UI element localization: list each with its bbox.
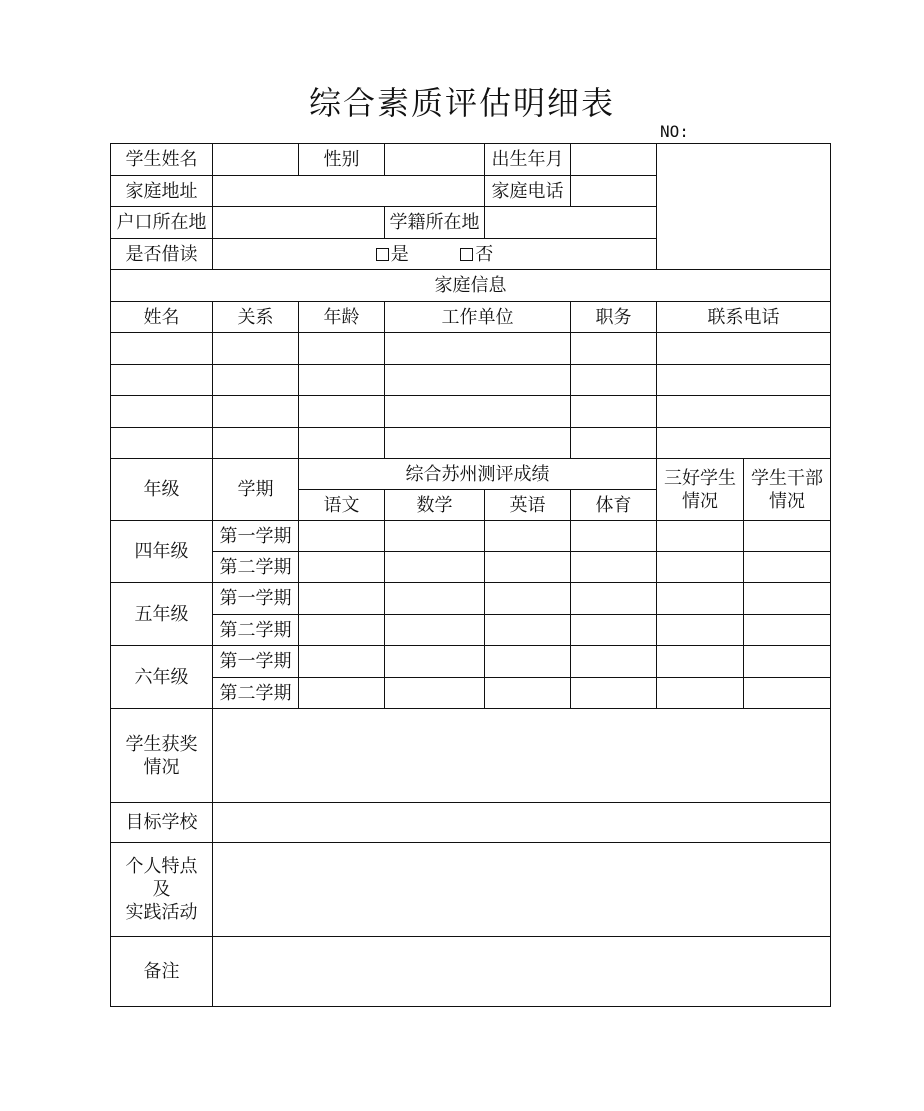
score-cell[interactable]: [299, 521, 385, 552]
home-phone-label: 家庭电话: [485, 176, 571, 207]
score-cell[interactable]: [485, 646, 571, 678]
hukou-field[interactable]: [213, 207, 385, 239]
basic-row-1: [111, 144, 831, 176]
score-cell[interactable]: [744, 646, 831, 678]
traits-label-line2: 及: [152, 879, 171, 900]
good-student-header: [657, 459, 744, 521]
awards-field[interactable]: [213, 709, 831, 803]
family-cell[interactable]: [111, 365, 213, 396]
traits-label: [111, 843, 213, 937]
score-cell[interactable]: [485, 552, 571, 583]
page-title: 综合素质评估明细表: [308, 84, 615, 122]
family-header-age: 年龄: [299, 302, 385, 333]
family-cell[interactable]: [299, 333, 385, 365]
photo-box: [657, 144, 831, 270]
term-label: 第一学期: [213, 583, 299, 615]
good-student-header-line2: 情况: [682, 490, 718, 512]
score-cell[interactable]: [385, 615, 485, 646]
target-school-field[interactable]: [213, 803, 831, 843]
family-section-title: 家庭信息: [111, 270, 831, 302]
borrow-no-option[interactable]: [460, 243, 493, 266]
student-name-field[interactable]: [213, 144, 299, 176]
family-row: [111, 428, 831, 459]
term-label: 第二学期: [213, 678, 299, 709]
score-cell[interactable]: [299, 615, 385, 646]
family-row: [111, 365, 831, 396]
home-address-label: 家庭地址: [111, 176, 213, 207]
term-label: 第二学期: [213, 615, 299, 646]
awards-row: [111, 709, 831, 803]
score-cell[interactable]: [385, 521, 485, 552]
score-cell[interactable]: [657, 521, 744, 552]
family-cell[interactable]: [657, 396, 831, 428]
score-cell[interactable]: [571, 552, 657, 583]
score-row: [111, 678, 831, 709]
awards-label: [111, 709, 213, 803]
term-header: 学期: [213, 459, 299, 521]
birth-date-label: 出生年月: [485, 144, 571, 176]
checkbox-icon: [460, 248, 473, 261]
target-school-label: 目标学校: [111, 803, 213, 843]
score-row: [111, 521, 831, 552]
score-cell[interactable]: [744, 552, 831, 583]
student-cadre-header-line2: 情况: [769, 490, 805, 512]
family-cell[interactable]: [213, 396, 299, 428]
family-cell[interactable]: [299, 396, 385, 428]
grade-label: 四年级: [111, 521, 213, 583]
family-cell[interactable]: [571, 333, 657, 365]
family-cell[interactable]: [385, 365, 571, 396]
home-phone-field[interactable]: [571, 176, 657, 207]
target-school-row: [111, 803, 831, 843]
score-cell[interactable]: [485, 583, 571, 615]
awards-label-line1: 学生获奖: [125, 733, 198, 755]
score-row: [111, 615, 831, 646]
score-cell[interactable]: [571, 646, 657, 678]
gender-label: 性别: [299, 144, 385, 176]
home-address-field[interactable]: [213, 176, 485, 207]
scores-group-header: 综合苏州测评成绩: [299, 459, 657, 490]
family-row: [111, 333, 831, 365]
subject-chinese-header: 语文: [299, 490, 385, 521]
family-cell[interactable]: [213, 365, 299, 396]
score-cell[interactable]: [571, 615, 657, 646]
family-section-row: [111, 270, 831, 302]
borrow-study-options: [213, 239, 657, 270]
family-cell[interactable]: [111, 428, 213, 459]
family-cell[interactable]: [111, 333, 213, 365]
score-cell[interactable]: [571, 583, 657, 615]
family-cell[interactable]: [213, 333, 299, 365]
grade-label: 六年级: [111, 646, 213, 709]
score-cell[interactable]: [485, 678, 571, 709]
student-cadre-header-line1: 学生干部: [751, 467, 823, 489]
gender-field[interactable]: [385, 144, 485, 176]
score-cell[interactable]: [657, 615, 744, 646]
family-header-phone: 联系电话: [657, 302, 831, 333]
score-cell[interactable]: [744, 583, 831, 615]
term-label: 第一学期: [213, 521, 299, 552]
score-cell[interactable]: [299, 552, 385, 583]
score-cell[interactable]: [657, 646, 744, 678]
remarks-row: [111, 937, 831, 1007]
score-cell[interactable]: [299, 678, 385, 709]
family-header-workplace: 工作单位: [385, 302, 571, 333]
traits-label-line1: 个人特点: [125, 856, 198, 877]
family-header-row: [111, 302, 831, 333]
family-cell[interactable]: [299, 428, 385, 459]
score-cell[interactable]: [657, 583, 744, 615]
borrow-no-label: 否: [475, 243, 494, 265]
student-name-label: 学生姓名: [111, 144, 213, 176]
traits-row: [111, 843, 831, 937]
family-cell[interactable]: [657, 365, 831, 396]
score-row: [111, 646, 831, 678]
evaluation-form-table: [110, 143, 831, 1007]
traits-label-line3: 实践活动: [125, 902, 198, 923]
family-row: [111, 396, 831, 428]
score-cell[interactable]: [571, 678, 657, 709]
family-cell[interactable]: [385, 333, 571, 365]
score-cell[interactable]: [744, 678, 831, 709]
family-header-relation: 关系: [213, 302, 299, 333]
scores-header-row-1: [111, 459, 831, 490]
family-cell[interactable]: [299, 365, 385, 396]
family-cell[interactable]: [571, 396, 657, 428]
good-student-header-line1: 三好学生: [664, 467, 736, 489]
form-number-label: NO:: [660, 122, 689, 141]
score-cell[interactable]: [744, 521, 831, 552]
score-cell[interactable]: [657, 678, 744, 709]
remarks-field[interactable]: [213, 937, 831, 1007]
term-label: 第一学期: [213, 646, 299, 678]
family-cell[interactable]: [571, 365, 657, 396]
score-cell[interactable]: [299, 646, 385, 678]
family-cell[interactable]: [385, 428, 571, 459]
hukou-label: 户口所在地: [111, 207, 213, 239]
score-cell[interactable]: [385, 646, 485, 678]
birth-date-field[interactable]: [571, 144, 657, 176]
score-cell[interactable]: [385, 678, 485, 709]
score-cell[interactable]: [385, 552, 485, 583]
traits-field[interactable]: [213, 843, 831, 937]
term-label: 第二学期: [213, 552, 299, 583]
score-cell[interactable]: [485, 521, 571, 552]
score-cell[interactable]: [744, 615, 831, 646]
family-cell[interactable]: [111, 396, 213, 428]
grade-header: 年级: [111, 459, 213, 521]
subject-math-header: 数学: [385, 490, 485, 521]
checkbox-icon: [376, 248, 389, 261]
family-cell[interactable]: [213, 428, 299, 459]
family-cell[interactable]: [385, 396, 571, 428]
student-cadre-header: [744, 459, 831, 521]
family-cell[interactable]: [657, 333, 831, 365]
score-cell[interactable]: [571, 521, 657, 552]
grade-label: 五年级: [111, 583, 213, 646]
score-cell[interactable]: [485, 615, 571, 646]
remarks-label: 备注: [111, 937, 213, 1007]
borrow-yes-option[interactable]: [376, 243, 409, 266]
family-cell[interactable]: [571, 428, 657, 459]
score-cell[interactable]: [385, 583, 485, 615]
subject-english-header: 英语: [485, 490, 571, 521]
family-header-position: 职务: [571, 302, 657, 333]
family-cell[interactable]: [657, 428, 831, 459]
school-registration-label: 学籍所在地: [385, 207, 485, 239]
school-registration-field[interactable]: [485, 207, 657, 239]
borrow-yes-label: 是: [390, 243, 409, 265]
score-row: [111, 552, 831, 583]
score-row: [111, 583, 831, 615]
score-cell[interactable]: [299, 583, 385, 615]
subject-pe-header: 体育: [571, 490, 657, 521]
score-cell[interactable]: [657, 552, 744, 583]
awards-label-line2: 情况: [143, 756, 180, 778]
borrow-study-label: 是否借读: [111, 239, 213, 270]
family-header-name: 姓名: [111, 302, 213, 333]
